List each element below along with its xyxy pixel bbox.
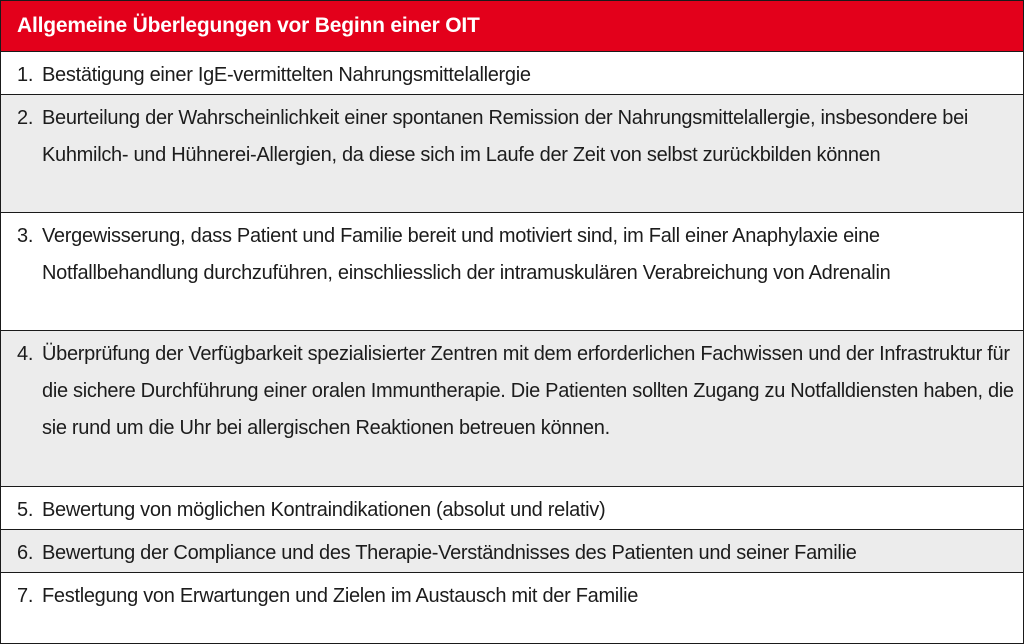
- row-text: Bewertung von möglichen Kontraindikationen (absolut und relativ): [42, 499, 606, 521]
- table-row-5: [1, 486, 1023, 529]
- table-row-1: [1, 51, 1023, 94]
- row-number: 2.: [17, 107, 34, 129]
- row-number: 6.: [17, 542, 34, 564]
- table-row-2: [1, 94, 1023, 212]
- table-row-6: [1, 529, 1023, 572]
- table-row-7: [1, 572, 1023, 643]
- row-text: Beurteilung der Wahrscheinlichkeit einer spontanen Remission der Nahrungsmittelallergie, insbesondere bei Kuhmilch- und Hühnerei-Allergien, da diese sich im Laufe der Zeit von selbst zurückbilden können: [42, 107, 969, 166]
- row-number: 5.: [17, 499, 34, 521]
- table-row-3: [1, 212, 1023, 330]
- table-row-4: [1, 330, 1023, 486]
- row-number: 1.: [17, 64, 34, 86]
- row-text: Überprüfung der Verfügbarkeit spezialisierter Zentren mit dem erforderlichen Fachwissen und der Infrastruktur für die sichere Durchführung einer oralen Immuntherapie. Die Patienten sollten Zugang zu Notfalldiensten haben, die sie rund um die Uhr bei allergischen Reaktionen betreuen können.: [42, 343, 1014, 439]
- row-text: Bewertung der Compliance und des Therapie-Verständnisses des Patienten und seiner Familie: [42, 542, 857, 564]
- row-text: Bestätigung einer IgE-vermittelten Nahrungsmittelallergie: [42, 64, 531, 86]
- row-text: Festlegung von Erwartungen und Zielen im Austausch mit der Familie: [42, 585, 639, 607]
- row-number: 7.: [17, 585, 34, 607]
- table-header: Allgemeine Überlegungen vor Beginn einer OIT: [1, 1, 1023, 51]
- row-number: 3.: [17, 225, 34, 247]
- row-text: Vergewisserung, dass Patient und Familie bereit und motiviert sind, im Fall einer Anaphylaxie eine Notfallbehandlung durchzuführen, einschliesslich der intramuskulären Verabreichung von Adrenalin: [42, 225, 891, 284]
- row-number: 4.: [17, 343, 34, 365]
